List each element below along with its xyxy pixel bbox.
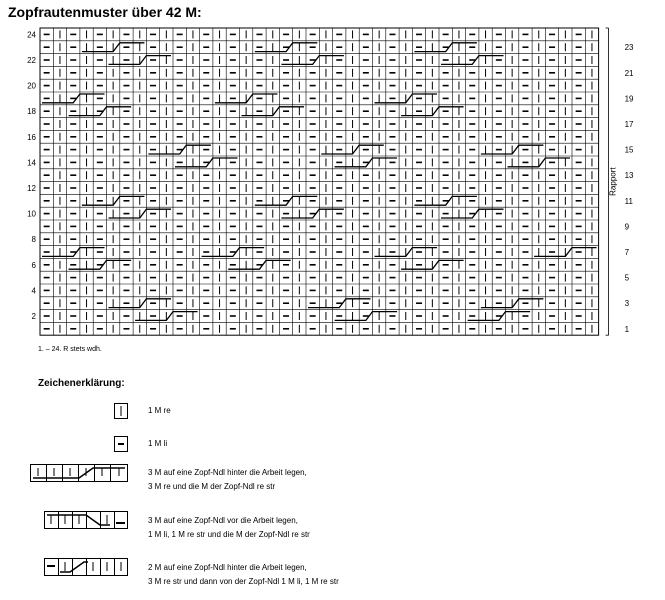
- row-label-left: 12: [27, 184, 36, 193]
- knit-symbol-icon: [114, 403, 128, 419]
- legend-title: Zeichenerklärung:: [38, 378, 125, 389]
- row-label-right: 11: [624, 196, 633, 206]
- row-label-right: 5: [624, 273, 630, 283]
- rapport-label: Rapport: [608, 167, 618, 196]
- row-label-left: 22: [27, 56, 36, 65]
- row-label-left: 14: [27, 158, 36, 168]
- row-label-right: 1: [624, 324, 630, 334]
- row-label-right: 13: [624, 171, 634, 181]
- row-label-left: 6: [31, 260, 36, 270]
- row-label-left: 8: [31, 235, 36, 245]
- chart-title: Zopfrautenmuster über 42 M:: [8, 4, 202, 20]
- purl-symbol-icon: [114, 436, 128, 452]
- legend-item-cable-back-2: 2 M auf eine Zopf-Ndl hinter die Arbeit legen, 3 M re str und dann von der Zopf-Ndl 1 M li, 1 M re str: [148, 563, 339, 586]
- cable-front-3-1-1-icon: [44, 511, 128, 529]
- row-label-left: 4: [31, 286, 36, 296]
- row-label-right: 19: [624, 94, 634, 104]
- legend-item-knit: 1 M re: [148, 406, 171, 415]
- repeat-note: 1. – 24. R stets wdh.: [38, 346, 102, 353]
- row-label-left: 18: [27, 107, 36, 117]
- row-label-right: 15: [624, 145, 634, 155]
- row-label-left: 16: [27, 132, 36, 142]
- legend-item-cable-back: 3 M auf eine Zopf-Ndl hinter die Arbeit legen, 3 M re und die M der Zopf-Ndl re str: [148, 468, 307, 491]
- row-label-left: 2: [31, 312, 36, 321]
- legend-item-purl: 1 M li: [148, 439, 168, 448]
- row-label-left: 24: [27, 30, 36, 40]
- row-label-right: 17: [624, 120, 634, 129]
- row-label-right: 9: [624, 222, 630, 232]
- row-label-right: 23: [624, 43, 634, 53]
- row-label-left: 10: [27, 209, 36, 219]
- row-label-right: 7: [624, 248, 630, 257]
- cable-back-2-3-1-1-icon: [44, 558, 128, 576]
- legend-item-cable-front: 3 M auf eine Zopf-Ndl vor die Arbeit legen, 1 M li, 1 M re str und die M der Zopf-Ndl re str: [148, 516, 310, 539]
- cable-back-3-3-icon: [30, 464, 128, 482]
- row-label-left: 20: [27, 81, 36, 91]
- row-label-right: 21: [624, 68, 634, 78]
- row-label-right: 3: [624, 299, 630, 309]
